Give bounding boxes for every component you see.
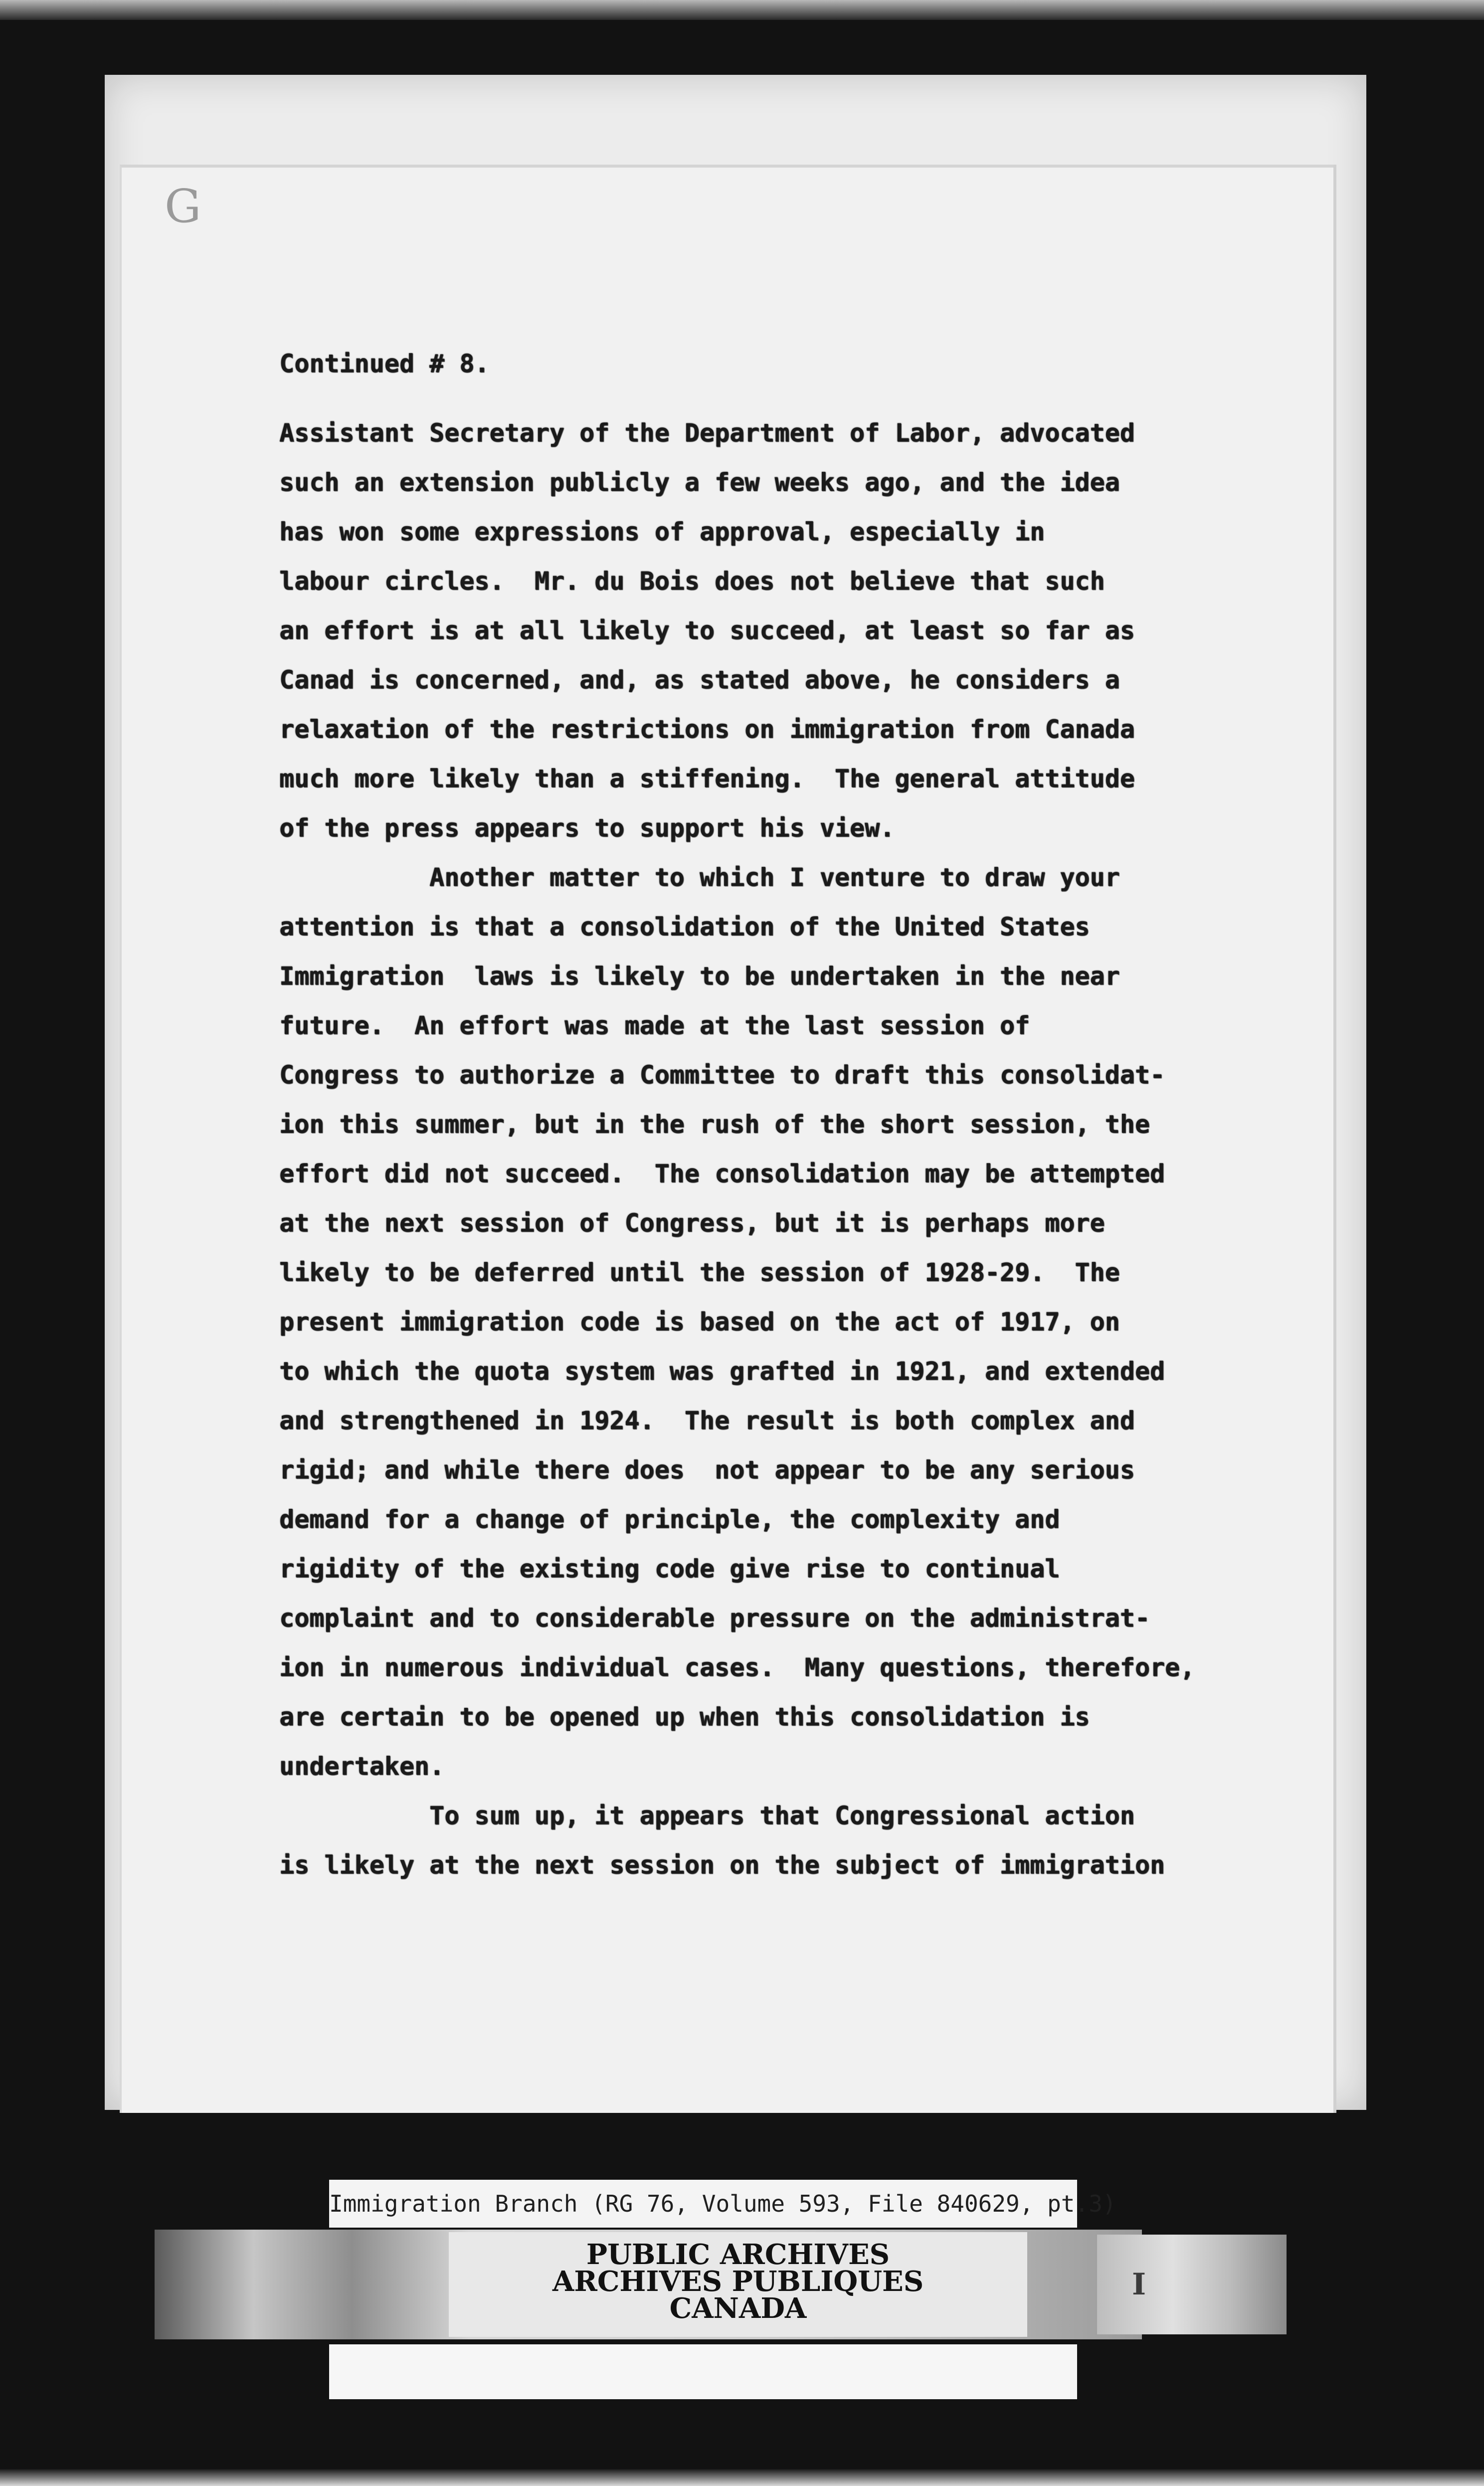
text-line: Congress to authorize a Committee to draft this consolidat-	[279, 1060, 1165, 1089]
archive-reference-label: Immigration Branch (RG 76, Volume 593, File 840629, pt.3)	[329, 2180, 1077, 2228]
text-line: undertaken.	[279, 1752, 445, 1781]
text-line: ion in numerous individual cases. Many questions, therefore,	[279, 1653, 1195, 1682]
text-line: and strengthened in 1924. The result is both complex and	[279, 1406, 1135, 1435]
blank-label-strip	[329, 2344, 1077, 2399]
stamp-line-english: PUBLIC ARCHIVES	[586, 2238, 890, 2271]
text-line: ion this summer, but in the rush of the short session, the	[279, 1110, 1150, 1139]
text-line: Immigration laws is likely to be undertaken in the near	[279, 962, 1120, 991]
text-line: likely to be deferred until the session of 1928-29. The	[279, 1258, 1120, 1287]
text-line: rigidity of the existing code give rise to continual	[279, 1554, 1060, 1583]
public-archives-stamp	[449, 2232, 1027, 2337]
text-line: Assistant Secretary of the Department of Labor, advocated	[279, 418, 1135, 447]
text-line: relaxation of the restrictions on immigration from Canada	[279, 715, 1135, 744]
text-line: are certain to be opened up when this consolidation is	[279, 1702, 1090, 1731]
text-line: effort did not succeed. The consolidation may be attempted	[279, 1159, 1165, 1188]
text-line: an effort is at all likely to succeed, at least so far as	[279, 616, 1135, 645]
film-top-edge	[0, 0, 1484, 20]
text-line: labour circles. Mr. du Bois does not believe that such	[279, 567, 1105, 596]
document-body	[279, 339, 1277, 1890]
film-bottom-edge	[0, 2469, 1484, 2486]
stamp-line-country: CANADA	[669, 2292, 807, 2325]
stamp-line-french: ARCHIVES PUBLIQUES	[552, 2265, 924, 2298]
text-line: has won some expressions of approval, especially in	[279, 517, 1045, 546]
text-line: future. An effort was made at the last session of	[279, 1011, 1030, 1040]
text-line: attention is that a consolidation of the United States	[279, 912, 1090, 941]
text-line: To sum up, it appears that Congressional action	[279, 1801, 1135, 1830]
text-line: at the next session of Congress, but it is perhaps more	[279, 1209, 1105, 1238]
text-line: such an extension publicly a few weeks ago, and the idea	[279, 468, 1120, 497]
text-line: is likely at the next session on the subject of immigration	[279, 1851, 1165, 1879]
text-line: Canad is concerned, and, as stated above, he considers a	[279, 665, 1120, 694]
tape-mark: I	[1132, 2267, 1146, 2302]
text-line: rigid; and while there does not appear to be any serious	[279, 1455, 1135, 1484]
text-line: Another matter to which I venture to draw your	[279, 863, 1120, 892]
sheet-corner-mark: G	[165, 180, 201, 233]
text-line: demand for a change of principle, the complexity and	[279, 1505, 1060, 1534]
text-line: of the press appears to support his view.	[279, 814, 895, 842]
text-line: much more likely than a stiffening. The general attitude	[279, 764, 1135, 793]
text-line: present immigration code is based on the act of 1917, on	[279, 1307, 1120, 1336]
page-heading: Continued # 8.	[279, 349, 490, 378]
text-line: complaint and to considerable pressure on the administrat-	[279, 1604, 1150, 1633]
film-tape-right	[1097, 2235, 1287, 2334]
text-line: to which the quota system was grafted in 1921, and extended	[279, 1357, 1165, 1386]
